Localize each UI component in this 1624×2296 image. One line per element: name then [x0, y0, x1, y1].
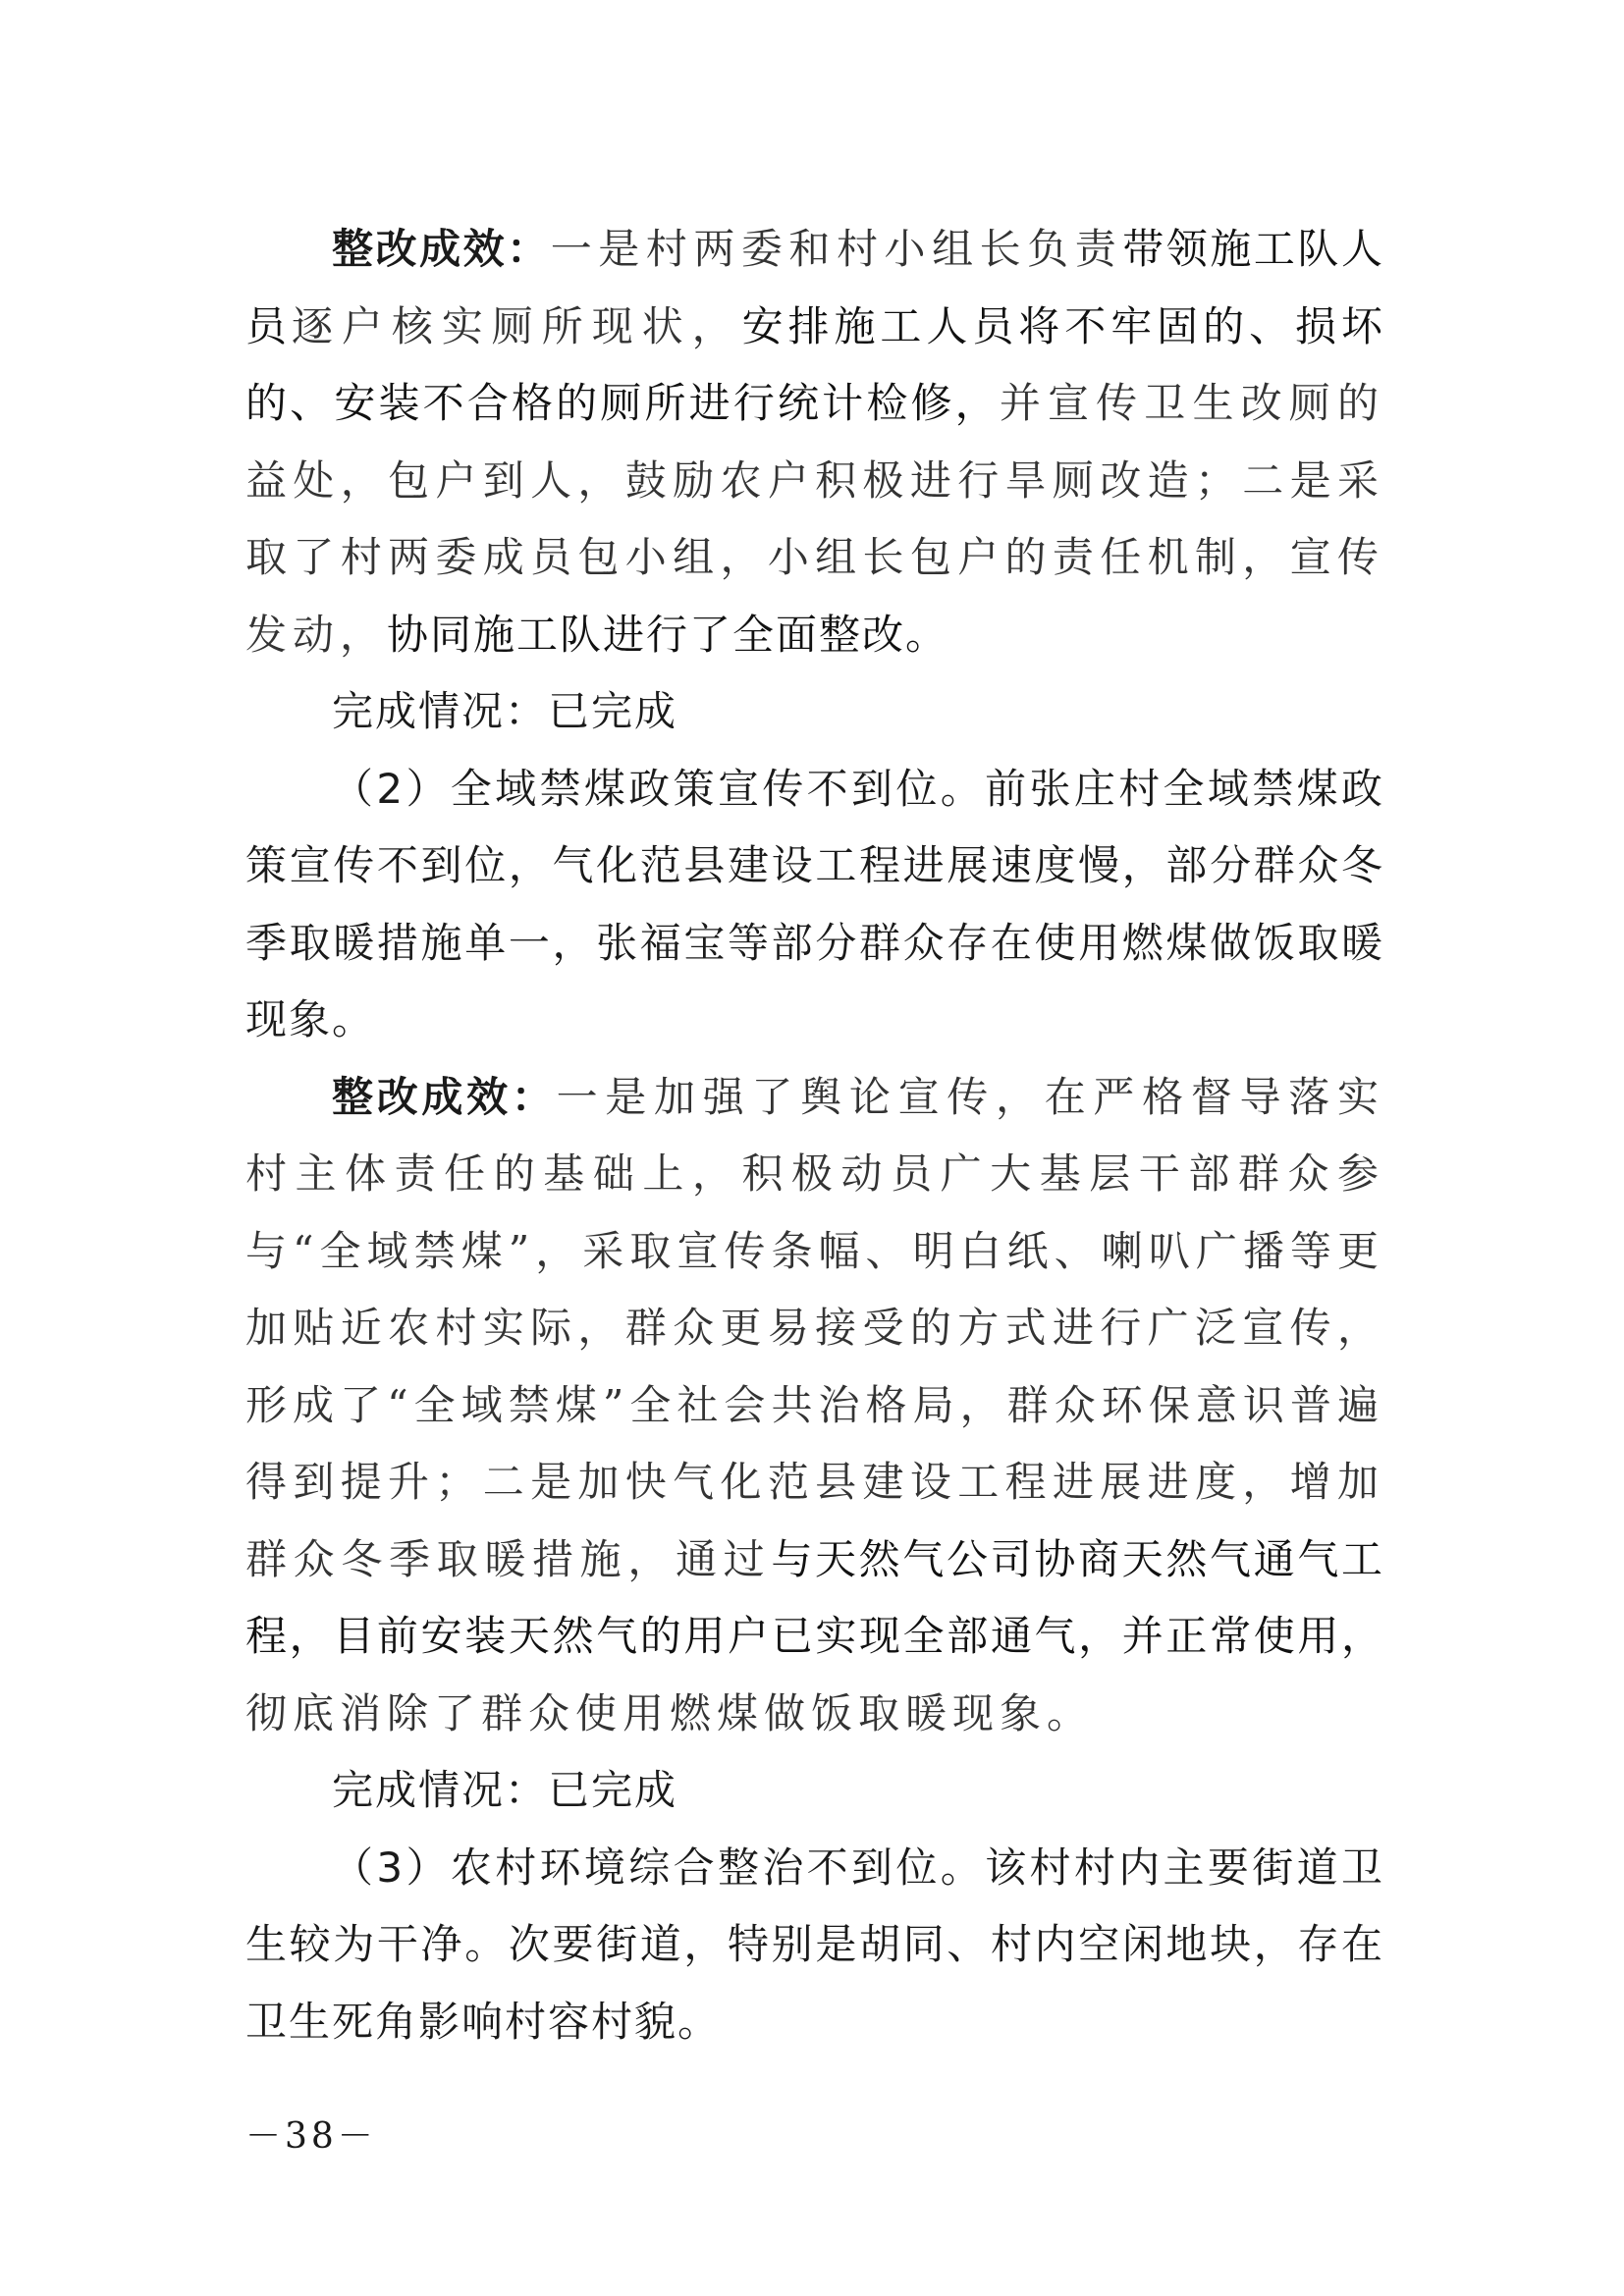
paragraph-text: 与天然气公司协商天然气通气工程，目前安装天然气的用户已实现全部通气，并正常使用，: [245, 1534, 1384, 1660]
completion-status-2: 完成情况：已完成: [332, 1766, 678, 1814]
paragraph-rectification-result-2: [245, 1059, 1384, 1753]
paragraph-text: 逐户核实厕所现状，: [291, 301, 742, 350]
paragraph-issue-2: （2）全域禁煤政策宣传不到位。前张庄村全域禁煤政策宣传不到位，气化范县建设工程进展速度慢，部分群众冬季取暖措施单一，张福宝等部分群众存在使用燃煤做饭取暖现象。: [245, 764, 1384, 1043]
paragraph-rectification-result-1: [245, 211, 1384, 673]
rectification-result-heading: 整改成效：: [332, 1072, 557, 1121]
document-body: [245, 211, 1384, 2060]
paragraph-text: 带领施工队人员: [245, 225, 1384, 350]
completion-status-1: 完成情况：已完成: [332, 687, 678, 735]
paragraph-text: 一是村两委和村小组长负责: [550, 225, 1123, 273]
paragraph-text: 安排施工人员将不牢固的、损坏的、安装不合格的厕所进行统计检修，: [245, 301, 1384, 427]
paragraph-text: 协同施工队进行了全面整改。: [387, 610, 949, 659]
paragraph-text: 并宣传卫生改厕的益处，包户到人，鼓励农户积极进行旱厕改造；二是采取了村两委成员包小组，小组长包户的责任机制，宣传发动，: [245, 379, 1384, 659]
rectification-result-heading: 整改成效：: [332, 225, 551, 273]
paragraph-text: 彻底消除了群众使用燃煤做饭取暖现象。: [245, 1688, 1095, 1737]
paragraph-issue-3: （3）农村环境综合整治不到位。该村村内主要街道卫生较为干净。次要街道，特别是胡同、村内空闲地块，存在卫生死角影响村容村貌。: [245, 1842, 1384, 2046]
paragraph-text: 一是加强了舆论宣传，在严格督导落实村主体责任的基础上，积极动员广大基层干部群众参与“全域禁煤”，采取宣传条幅、明白纸、喇叭广播等更加贴近农村实际，群众更易接受的方式进行广泛宣传，形成了“全域禁煤”全社会共治格局，群众环保意识普遍得到提升；二是加快气化范县建设工程进展进度，增加群众冬季取暖措施，通过: [245, 1072, 1384, 1583]
page-number: －38－: [245, 2116, 377, 2157]
